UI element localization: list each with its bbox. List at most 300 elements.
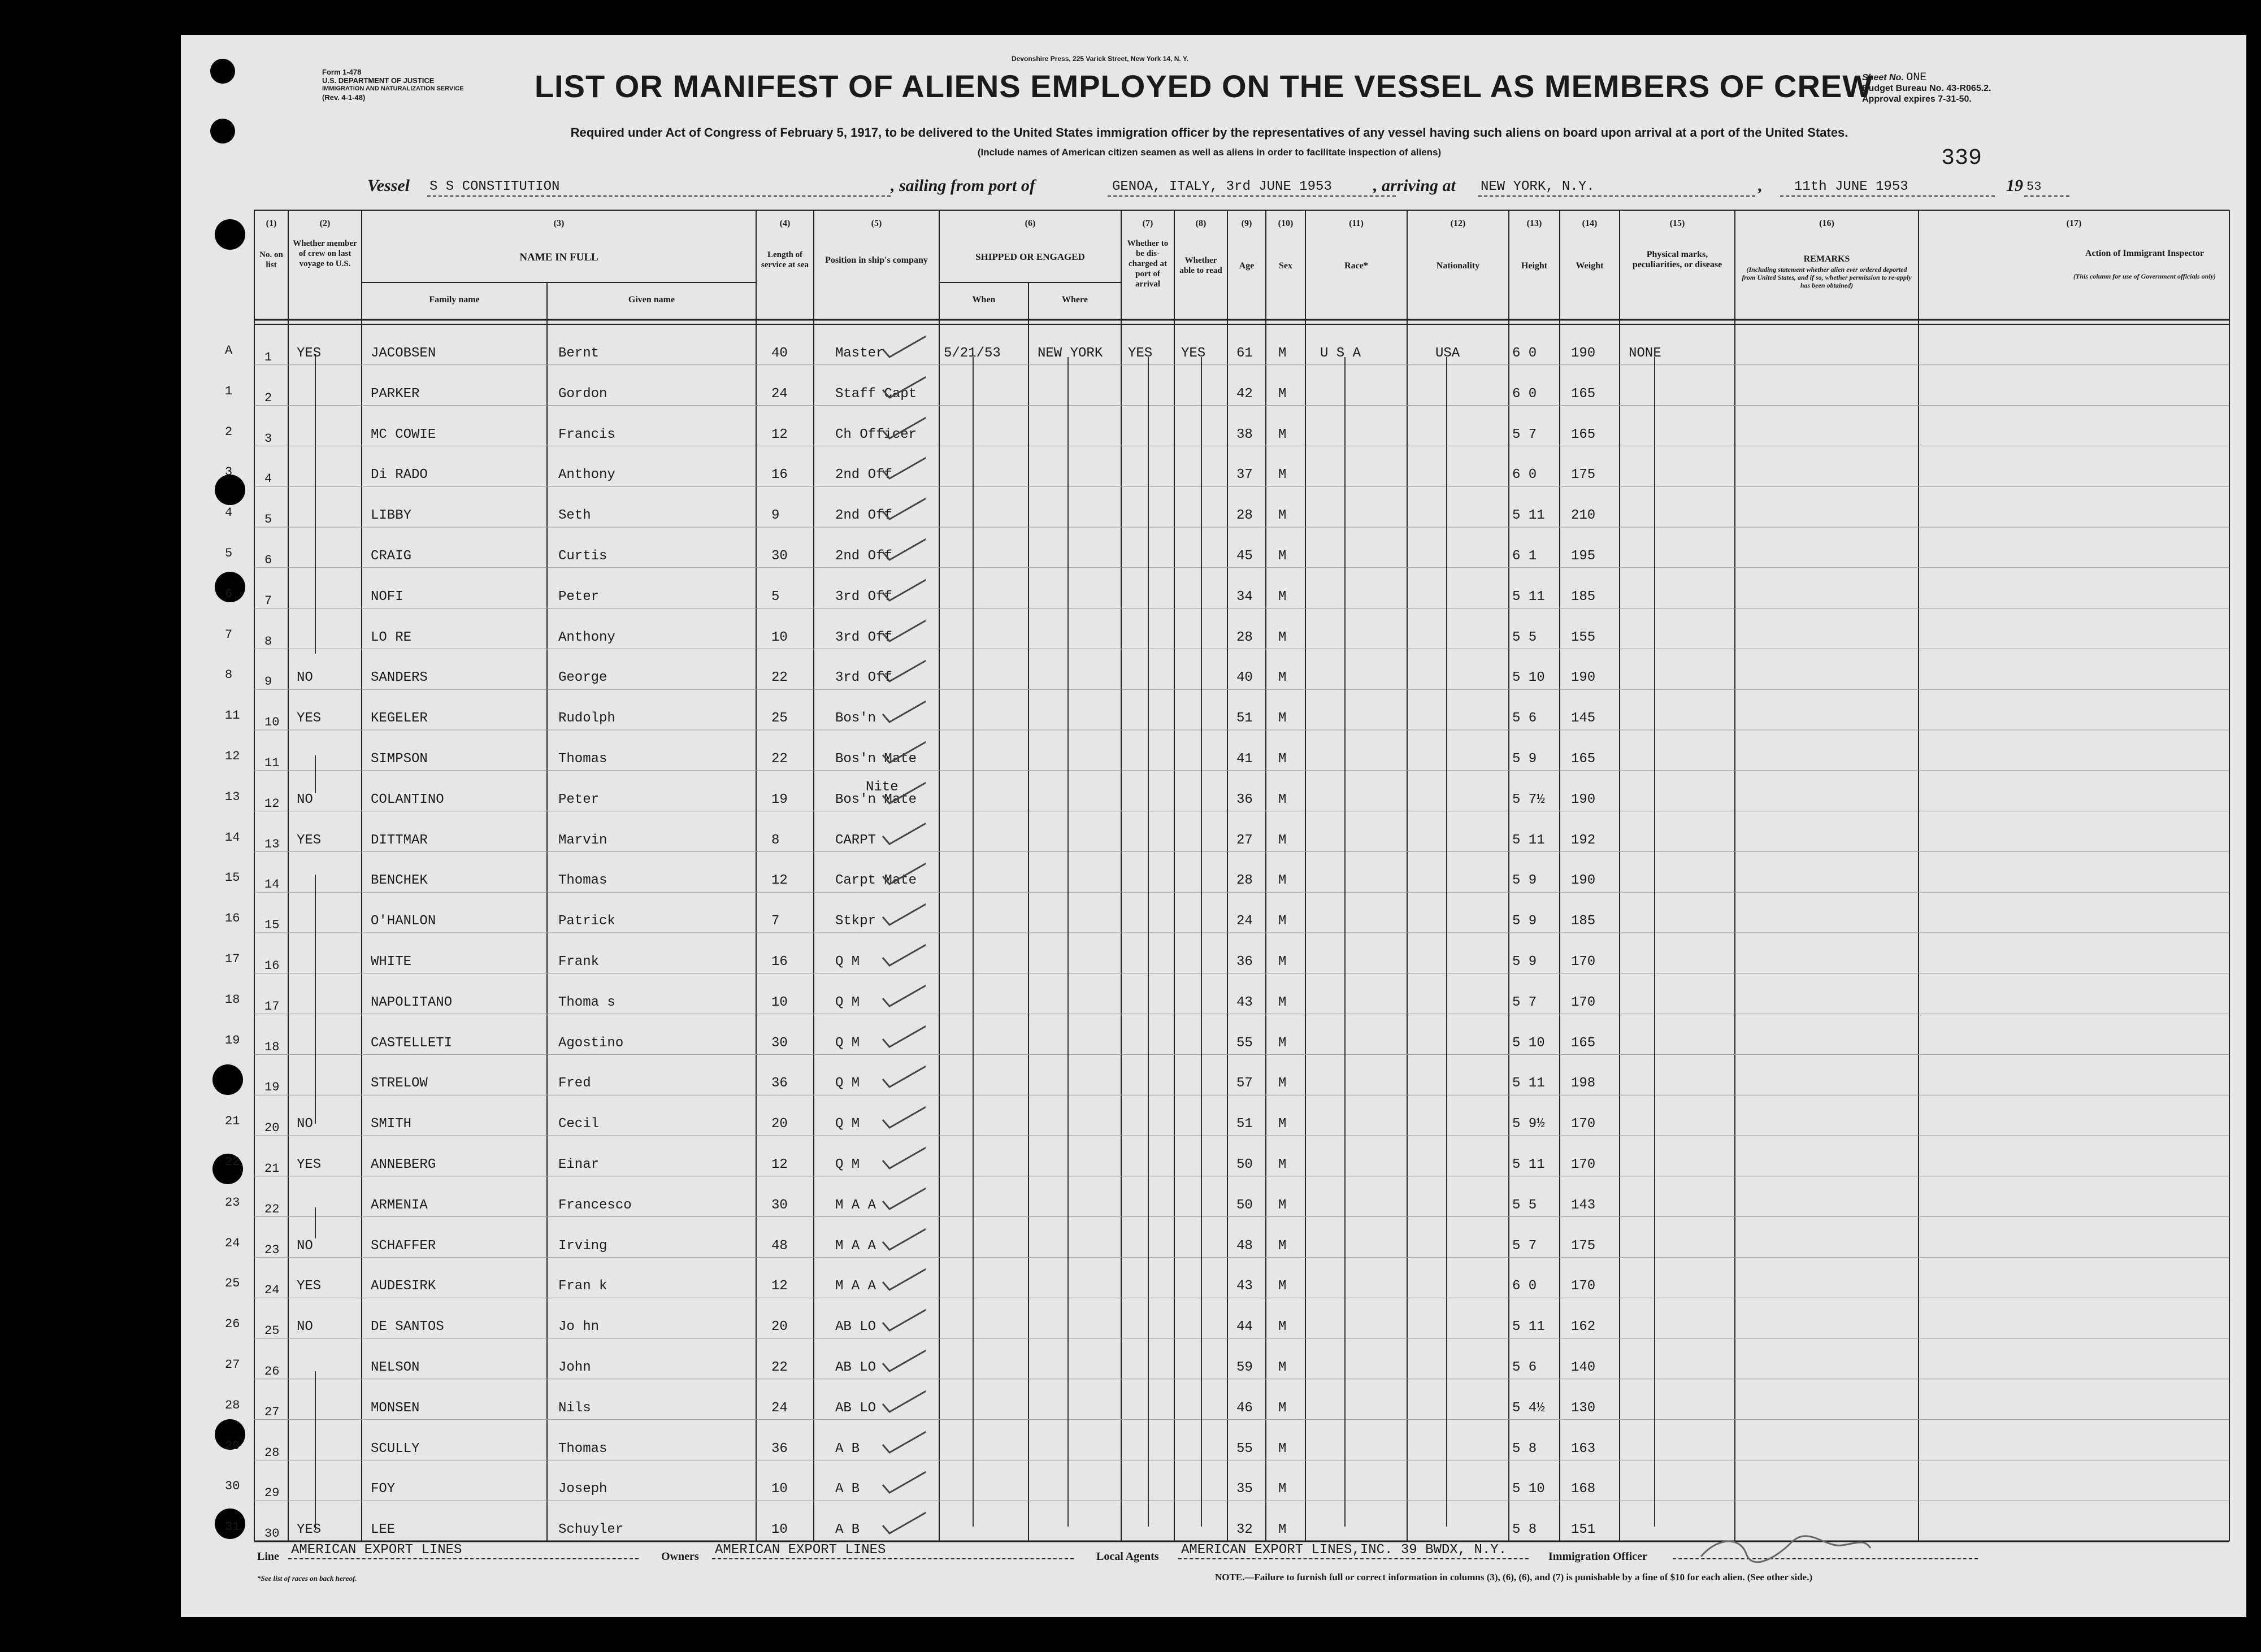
col-num: (14)	[1582, 219, 1598, 228]
row-number: 10	[264, 715, 280, 730]
cell-age: 34	[1236, 589, 1253, 605]
col-header-height: Height	[1521, 261, 1548, 271]
cell-age: 46	[1236, 1400, 1253, 1416]
cell-prev: NO	[297, 1238, 313, 1254]
col-num: (7)	[1142, 219, 1153, 228]
cell-position: M A A	[835, 1197, 876, 1213]
col-header-inspector-note: (This column for use of Government officials only)	[2073, 272, 2216, 280]
cell-sex: M	[1278, 1116, 1287, 1132]
cell-family: DITTMAR	[371, 832, 428, 848]
cell-position: Q M	[835, 1035, 860, 1051]
cell-service: 9	[771, 508, 780, 524]
line-label: Line	[257, 1550, 279, 1563]
cell-given: Fran k	[558, 1279, 607, 1294]
cell-service: 30	[771, 1035, 788, 1051]
cell-height: 5 9	[1512, 954, 1537, 970]
cell-sex: M	[1278, 792, 1287, 807]
cell-weight: 185	[1571, 589, 1596, 605]
check-mark	[880, 611, 926, 645]
col-header-when: When	[972, 295, 996, 305]
sailing-from: GENOA, ITALY, 3rd JUNE 1953	[1112, 179, 1332, 194]
col-num: (13)	[1526, 219, 1542, 228]
cell-sex: M	[1278, 549, 1287, 564]
cell-service: 8	[771, 832, 780, 848]
row-number: 17	[264, 999, 280, 1014]
agents-value: AMERICAN EXPORT LINES,INC. 39 BWDX, N.Y.	[1181, 1542, 1507, 1558]
cell-position: 2nd Off	[835, 549, 892, 564]
row-number: 24	[264, 1283, 280, 1298]
cell-given: Francesco	[558, 1197, 632, 1213]
cell-age: 41	[1236, 751, 1253, 767]
cell-given: Thoma s	[558, 994, 615, 1010]
sheet-number: ONE	[1906, 71, 1927, 84]
col-header-read: Whether able to read	[1179, 256, 1222, 275]
cell-prev: YES	[297, 832, 322, 848]
cell-height: 5 11	[1512, 1076, 1545, 1092]
cell-service: 22	[771, 751, 788, 767]
check-mark	[880, 1381, 926, 1415]
cell-family: ARMENIA	[371, 1197, 428, 1213]
cell-weight: 192	[1571, 832, 1596, 848]
cell-given: George	[558, 670, 607, 686]
check-mark	[880, 1219, 926, 1253]
manifest-sheet: Form 1-478 U.S. DEPARTMENT OF JUSTICE IMMIGRATION AND NATURALIZATION SERVICE (Rev. 4-1-48) Devonshire Press, 225 Varick Street, New York 14, N. Y. LIST OR MANIFEST OF ALIENS EMPLOYED ON THE VESSEL AS MEMBERS OF CREW Required under Act of Congress of February 5, 1917, to be delivered to the United States immigration officer by the representatives of any vessel having such aliens on board upon arrival at a port of the United States. (Include names of American citizen seamen as well as aliens in order to facilitate inspection of aliens) Sheet No. ONE Budget Bureau No. 43-R065.2. Approval expires 7-31-50. 339 Vessel S S CONSTITUTION , sailing from port of GENOA, ITALY, 3rd JUNE 1953 , arriving at NEW YORK, N.Y. , 11th JUNE 1953 19 53 (1) No. on list (2) Whether member of crew on last voyage to U.S. (3) NAME IN FULL Family name Given name (4) Length of service at sea (5) Position in ship's company (6) SHIPPED OR ENGAGED When Where (7) Whether to be dis-charged at port of arrival (8) Whether able to read (9) Age (10) Sex (11) Race* (12) Nationality (13) Height (14) Weight (15) Physical marks, peculiarities, or disease (16) REMARKS (Including statement whether alien ever ordered deported from United States, and if so, whether permission to re-apply has been obtained) (17) Action of Immigrant Inspector (This column for use of Government officials only) A 1 YES JACOBSEN Bernt 40 Master 5/21/53 NEW YORK YES YES 61 M U S A USA 6 0 190 NONE 1 2 PARKER Gordon 24 Staff Capt 42 M 6 0 165 2 3 MC COWIE Francis 12 Ch Officer 38 M 5 7 165 3 4 Di RADO Anthony 16 2nd Off 37 M 6 0 175 4 5 LIBBY Seth 9 2nd Off 28 M 5 11 210 5 6 CRAIG Curtis 30 2nd Off 45 M 6 1 195 6 7 NOFI Peter 5 3rd Off 34 M 5 11 185 7 8 LO RE Anthony 10 3rd Off 28 M 5 5 155 8 9 NO SANDERS George 22 3rd Off 40 M 5 10 190 11 10 YES KEGELER Rudolph 25 Bos'n 51 M 5 6 145 12 11 SIMPSON Thomas 22 Bos'n Mate 41 M 5 9 165 13 12 NO COLANTINO Peter 19 Bos'n Mate 36 M 5 7½ 190 Nite 14 13 YES DITTMAR Marvin 8 CARPT 27 M 5 11 192 15 14 BENCHEK Thomas 12 Carpt Mate 28 M 5 9 190 16 15 O'HANLON Patrick 7 Stkpr 24 M 5 9 185 17 16 WHITE Frank 16 Q M 36 M 5 9 170 18 17 NAPOLITANO Thoma s 10 Q M 43 M 5 7 170 19 18 CASTELLETI Agostino 30 Q M 55 M 5 10 165 19 STRELOW Fred 36 Q M 57 M 5 11 198 21 20 NO SMITH Cecil 20 Q M 51 M 5 9½ 170 22 21 YES ANNEBERG Einar 12 Q M 50 M 5 11 170 23 22 ARMENIA Francesco 30 M A A 50 M 5 5 143 24 23 NO SCHAFFER Irving 48 M A A 48 M 5 7 175 25 24 YES AUDESIRK Fran k 12 M A A 43 M 6 0 170 26 25 NO DE SANTOS Jo hn 20 AB LO 44 M 5 11 162 27 26 NELSON John 22 AB LO 59 M 5 6 140 28 27 MONSEN Nils 24 AB LO 46 M 5 4½ 130 29 28 SCULLY Thomas 36 A B 55 M 5 8 163 30 29 FOY Joseph 10 A B 35 M 5 10 168 31 30 YES LEE Schuyler 10 A B 32 M 5 8 151 Line AMERICAN EXPORT LINES Owners AMERICAN EXPORT LINES Local Agents AMERICAN EXPORT LINES,INC. 39 BWDX, N.Y. Immigration Officer *See list of races on back hereof. NOTE.—Failure to furnish full or correct information in columns (3), (6), (6), and (7) is punishable by a fine of $10 for each alien. (See other side.)	[181, 35, 2246, 1617]
cell-position: Stkpr	[835, 914, 876, 929]
cell-service: 36	[771, 1441, 788, 1457]
cell-weight: 210	[1571, 508, 1596, 524]
cell-age: 44	[1236, 1319, 1253, 1335]
cell-sex: M	[1278, 346, 1287, 361]
cell-family: WHITE	[371, 954, 412, 970]
cell-sex: M	[1278, 873, 1287, 889]
cell-family: NOFI	[371, 589, 403, 605]
cell-sex: M	[1278, 1238, 1287, 1254]
cell-age: 43	[1236, 994, 1253, 1010]
margin-number: 8	[225, 668, 233, 682]
underline	[712, 1558, 1074, 1559]
cell-position: A B	[835, 1522, 860, 1538]
row-number: 22	[264, 1202, 280, 1216]
agents-label: Local Agents	[1096, 1550, 1159, 1563]
row-number: 8	[264, 634, 272, 649]
cell-given: Peter	[558, 589, 600, 605]
cell-service: 12	[771, 1157, 788, 1172]
cell-height: 5 9	[1512, 873, 1537, 889]
col-header-remarks-note: (Including statement whether alien ever ordered deported from United States, and if so, whether permission to re-apply has been obtained)	[1742, 266, 1912, 289]
cell-given: Frank	[558, 954, 600, 970]
cell-service: 12	[771, 1279, 788, 1294]
cell-family: MC COWIE	[371, 427, 436, 442]
col-num: (11)	[1349, 219, 1364, 228]
cell-height: 5 9	[1512, 914, 1537, 929]
margin-number: 18	[225, 992, 240, 1007]
check-mark	[880, 1341, 926, 1375]
cell-height: 5 9½	[1512, 1116, 1545, 1132]
cell-position: Master	[835, 346, 884, 361]
vessel-name: S S CONSTITUTION	[429, 179, 560, 194]
check-mark	[880, 976, 926, 1010]
cell-sex: M	[1278, 832, 1287, 848]
cell-age: 38	[1236, 427, 1253, 442]
cell-weight: 162	[1571, 1319, 1596, 1335]
cell-height: 5 11	[1512, 1157, 1545, 1172]
cell-weight: 165	[1571, 386, 1596, 402]
cell-sex: M	[1278, 1197, 1287, 1213]
cell-service: 10	[771, 1481, 788, 1497]
col-header-shipped: SHIPPED OR ENGAGED	[975, 251, 1085, 262]
margin-number: 28	[225, 1398, 240, 1412]
cell-position: Ch Officer	[835, 427, 917, 442]
margin-number: 30	[225, 1479, 240, 1494]
margin-number: 1	[225, 384, 233, 398]
row-number: 14	[264, 877, 280, 892]
footer-note: NOTE.—Failure to furnish full or correct information in columns (3), (6), (6), and (7) is punishable by a fine of $10 for each alien. (See other side.)	[1215, 1572, 1813, 1583]
cell-family: Di RADO	[371, 467, 428, 483]
cell-prev: YES	[297, 711, 322, 727]
sheet-label: Sheet No.	[1862, 73, 1904, 82]
cell-weight: 168	[1571, 1481, 1596, 1497]
check-mark	[880, 1179, 926, 1212]
col-header-name: NAME IN FULL	[519, 251, 598, 263]
cell-sex: M	[1278, 629, 1287, 645]
cell-height: 5 8	[1512, 1441, 1537, 1457]
cell-sex: M	[1278, 994, 1287, 1010]
page-number: 339	[1941, 146, 1982, 171]
cell-given: Cecil	[558, 1116, 600, 1132]
underline	[1178, 1558, 1529, 1559]
cell-family: LIBBY	[371, 508, 412, 524]
cell-position: A B	[835, 1481, 860, 1497]
check-mark	[880, 1462, 926, 1496]
cell-weight: 163	[1571, 1441, 1596, 1457]
cell-age: 55	[1236, 1441, 1253, 1457]
cell-sex: M	[1278, 1279, 1287, 1294]
owners-label: Owners	[661, 1550, 699, 1563]
row-number: 13	[264, 837, 280, 851]
check-mark	[880, 1016, 926, 1050]
cell-given: Curtis	[558, 549, 607, 564]
approval-expiry: Approval expires 7-31-50.	[1862, 94, 1972, 104]
check-mark	[880, 894, 926, 928]
cell-age: 28	[1236, 508, 1253, 524]
col-header-race: Race*	[1344, 261, 1368, 271]
cell-given: Seth	[558, 508, 591, 524]
cell-service: 30	[771, 1197, 788, 1213]
cell-position: Q M	[835, 994, 860, 1010]
col-header-remarks: REMARKS	[1803, 254, 1850, 264]
cell-height: 5 10	[1512, 670, 1545, 686]
cell-service: 22	[771, 670, 788, 686]
officer-signature	[1695, 1531, 1876, 1565]
margin-number: 29	[225, 1438, 240, 1453]
cell-sex: M	[1278, 467, 1287, 483]
margin-number: 19	[225, 1033, 240, 1047]
cell-age: 50	[1236, 1157, 1253, 1172]
margin-number: 2	[225, 424, 233, 439]
margin-number: 11	[225, 708, 240, 723]
cell-family: LO RE	[371, 629, 412, 645]
margin-number: 5	[225, 546, 233, 560]
row-number: 1	[264, 350, 272, 364]
cell-given: Anthony	[558, 629, 615, 645]
cell-age: 24	[1236, 914, 1253, 929]
cell-weight: 170	[1571, 954, 1596, 970]
check-mark	[880, 1138, 926, 1172]
col-num: (15)	[1669, 219, 1685, 228]
check-mark	[880, 367, 926, 401]
cell-weight: 145	[1571, 711, 1596, 727]
cell-position: 2nd Off	[835, 467, 892, 483]
col-num: (16)	[1819, 219, 1834, 228]
cell-given: Thomas	[558, 751, 607, 767]
cell-service: 10	[771, 629, 788, 645]
col-header-where: Where	[1062, 295, 1088, 305]
cell-position: Bos'n Mate	[835, 751, 917, 767]
cell-given: Jo hn	[558, 1319, 600, 1335]
cell-age: 59	[1236, 1360, 1253, 1375]
row-number: 9	[264, 675, 272, 689]
service: IMMIGRATION AND NATURALIZATION SERVICE	[322, 85, 464, 92]
check-mark	[880, 1097, 926, 1131]
year-prefix: 19	[2006, 176, 2023, 195]
check-mark	[880, 1057, 926, 1090]
cell-given: Francis	[558, 427, 615, 442]
cell-weight: 170	[1571, 1116, 1596, 1132]
cell-service: 25	[771, 711, 788, 727]
cell-sex: M	[1278, 1400, 1287, 1416]
row-number: 25	[264, 1324, 280, 1338]
cell-prev: YES	[297, 346, 322, 361]
col-header-sex: Sex	[1279, 261, 1292, 271]
col-header-physical: Physical marks, peculiarities, or disease	[1632, 250, 1722, 269]
cell-position: Q M	[835, 1076, 860, 1092]
cell-height: 5 7½	[1512, 792, 1545, 807]
cell-given: Thomas	[558, 873, 607, 889]
col-header-given: Given name	[628, 295, 675, 305]
cell-age: 45	[1236, 549, 1253, 564]
cell-service: 36	[771, 1076, 788, 1092]
cell-weight: 130	[1571, 1400, 1596, 1416]
check-mark	[880, 1422, 926, 1456]
printer-line: Devonshire Press, 225 Varick Street, New York 14, N. Y.	[1012, 55, 1188, 63]
cell-height: 5 11	[1512, 508, 1545, 524]
col-num: (3)	[553, 219, 565, 228]
cell-weight: 170	[1571, 994, 1596, 1010]
cell-sex: M	[1278, 914, 1287, 929]
row-number: 4	[264, 472, 272, 486]
row-number: 26	[264, 1364, 280, 1379]
margin-number: 25	[225, 1276, 240, 1291]
cell-family: CASTELLETI	[371, 1035, 453, 1051]
vessel-label: Vessel	[367, 176, 410, 195]
cell-weight: 198	[1571, 1076, 1596, 1092]
cell-height: 6 0	[1512, 1279, 1537, 1294]
margin-number: 13	[225, 789, 240, 804]
cell-family: SMITH	[371, 1116, 412, 1132]
cell-height: 5 7	[1512, 427, 1537, 442]
line-value: AMERICAN EXPORT LINES	[291, 1542, 462, 1558]
row-number: 7	[264, 593, 272, 608]
check-mark	[880, 854, 926, 888]
form-number: Form 1-478	[322, 68, 362, 76]
cell-sex: M	[1278, 954, 1287, 970]
officer-label: Immigration Officer	[1548, 1550, 1647, 1563]
col-header-age: Age	[1239, 261, 1255, 271]
cell-family: COLANTINO	[371, 792, 444, 807]
cell-position: M A A	[835, 1279, 876, 1294]
cell-position: AB LO	[835, 1319, 876, 1335]
race-note: *See list of races on back hereof.	[257, 1574, 357, 1583]
cell-age: 61	[1236, 346, 1253, 361]
cell-sex: M	[1278, 589, 1287, 605]
col-header-weight: Weight	[1576, 261, 1604, 271]
cell-height: 5 4½	[1512, 1400, 1545, 1416]
cell-given: Fred	[558, 1076, 591, 1092]
cell-prev: NO	[297, 1116, 313, 1132]
cell-service: 5	[771, 589, 780, 605]
row-number: 28	[264, 1445, 280, 1460]
cell-position: CARPT	[835, 832, 876, 848]
check-mark	[880, 814, 926, 847]
cell-weight: 170	[1571, 1279, 1596, 1294]
row-number: 5	[264, 512, 272, 527]
cell-family: O'HANLON	[371, 914, 436, 929]
check-mark	[880, 489, 926, 523]
cell-family: SIMPSON	[371, 751, 428, 767]
row-number: 12	[264, 796, 280, 811]
cell-position: Q M	[835, 1157, 860, 1172]
department: U.S. DEPARTMENT OF JUSTICE	[322, 76, 435, 85]
cell-family: NELSON	[371, 1360, 420, 1375]
cell-position: AB LO	[835, 1360, 876, 1375]
col-header-discharged: Whether to be dis-charged at port of arrival	[1127, 239, 1169, 289]
cell-height: 5 9	[1512, 751, 1537, 767]
cell-service: 22	[771, 1360, 788, 1375]
cell-given: Schuyler	[558, 1522, 624, 1538]
row-number: 19	[264, 1080, 280, 1095]
cell-service: 40	[771, 346, 788, 361]
cell-given: Joseph	[558, 1481, 607, 1497]
arriving-label: , arriving at	[1373, 176, 1456, 195]
cell-height: 5 11	[1512, 589, 1545, 605]
cell-weight: 195	[1571, 549, 1596, 564]
owners-value: AMERICAN EXPORT LINES	[715, 1542, 886, 1558]
cell-position: AB LO	[835, 1400, 876, 1416]
col-num: (5)	[871, 219, 882, 228]
cell-family: SCULLY	[371, 1441, 420, 1457]
cell-height: 5 11	[1512, 1319, 1545, 1335]
cell-height: 5 10	[1512, 1481, 1545, 1497]
subnote: (Include names of American citizen seamen as well as aliens in order to facilitate inspection of aliens)	[977, 147, 1442, 158]
year-suffix: 53	[2026, 180, 2042, 194]
form-revision: (Rev. 4-1-48)	[322, 93, 366, 102]
cell-family: ANNEBERG	[371, 1157, 436, 1172]
cell-height: 6 0	[1512, 346, 1537, 361]
col-num: (1)	[266, 219, 277, 228]
cell-sex: M	[1278, 1360, 1287, 1375]
col-num: (12)	[1450, 219, 1466, 228]
cell-family: LEE	[371, 1522, 396, 1538]
cell-family: NAPOLITANO	[371, 994, 453, 1010]
check-mark	[880, 1300, 926, 1334]
underline	[288, 1558, 639, 1559]
margin-number: 14	[225, 830, 240, 845]
cell-family: STRELOW	[371, 1076, 428, 1092]
cell-given: Einar	[558, 1157, 600, 1172]
cell-service: 20	[771, 1319, 788, 1335]
cell-family: JACOBSEN	[371, 346, 436, 361]
col-num: (6)	[1025, 219, 1036, 228]
cell-position-top: Nite	[866, 779, 899, 795]
cell-age: 28	[1236, 629, 1253, 645]
row-number: 23	[264, 1242, 280, 1257]
cell-weight: 190	[1571, 346, 1596, 361]
cell-service: 20	[771, 1116, 788, 1132]
margin-number: 7	[225, 627, 233, 642]
cell-family: MONSEN	[371, 1400, 420, 1416]
cell-age: 48	[1236, 1238, 1253, 1254]
cell-position: Bos'n	[835, 711, 876, 727]
row-number: 20	[264, 1121, 280, 1136]
cell-position: Staff Capt	[835, 386, 917, 402]
cell-sex: M	[1278, 670, 1287, 686]
check-mark	[880, 408, 926, 442]
cell-weight: 175	[1571, 1238, 1596, 1254]
check-mark	[880, 1503, 926, 1537]
cell-sex: M	[1278, 386, 1287, 402]
cell-age: 51	[1236, 1116, 1253, 1132]
cell-when: 5/21/53	[944, 346, 1001, 361]
col-num: (10)	[1278, 219, 1294, 228]
subtitle: Required under Act of Congress of February 5, 1917, to be delivered to the United States immigration officer by the representatives of any vessel having such aliens on board upon arrival at a port of the United States.	[570, 125, 1848, 140]
row-number: 21	[264, 1162, 280, 1176]
col-header-nationality: Nationality	[1436, 261, 1480, 271]
cell-weight: 185	[1571, 914, 1596, 929]
cell-position: M A A	[835, 1238, 876, 1254]
cell-family: FOY	[371, 1481, 396, 1497]
cell-age: 36	[1236, 954, 1253, 970]
cell-service: 30	[771, 549, 788, 564]
cell-height: 5 5	[1512, 629, 1537, 645]
cell-height: 5 10	[1512, 1035, 1545, 1051]
cell-service: 10	[771, 1522, 788, 1538]
margin-number: 26	[225, 1317, 240, 1332]
check-mark	[880, 692, 926, 725]
col-header-no: No. on list	[259, 250, 283, 269]
check-mark	[880, 327, 926, 360]
check-mark	[880, 651, 926, 685]
cell-position: 3rd Off	[835, 670, 892, 686]
margin-number: 31	[225, 1520, 240, 1534]
margin-number: 16	[225, 911, 240, 926]
margin-number: 17	[225, 952, 240, 966]
cell-given: Nils	[558, 1400, 591, 1416]
cell-given: Bernt	[558, 346, 600, 361]
cell-given: John	[558, 1360, 591, 1375]
cell-given: Agostino	[558, 1035, 624, 1051]
cell-race: U S A	[1320, 346, 1361, 361]
margin-number: 23	[225, 1195, 240, 1210]
cell-height: 5 5	[1512, 1197, 1537, 1213]
cell-age: 28	[1236, 873, 1253, 889]
row-number: 2	[264, 390, 272, 405]
cell-age: 43	[1236, 1279, 1253, 1294]
cell-given: Peter	[558, 792, 600, 807]
margin-number: 15	[225, 871, 240, 885]
cell-height: 5 8	[1512, 1522, 1537, 1538]
cell-given: Irving	[558, 1238, 607, 1254]
cell-age: 50	[1236, 1197, 1253, 1213]
